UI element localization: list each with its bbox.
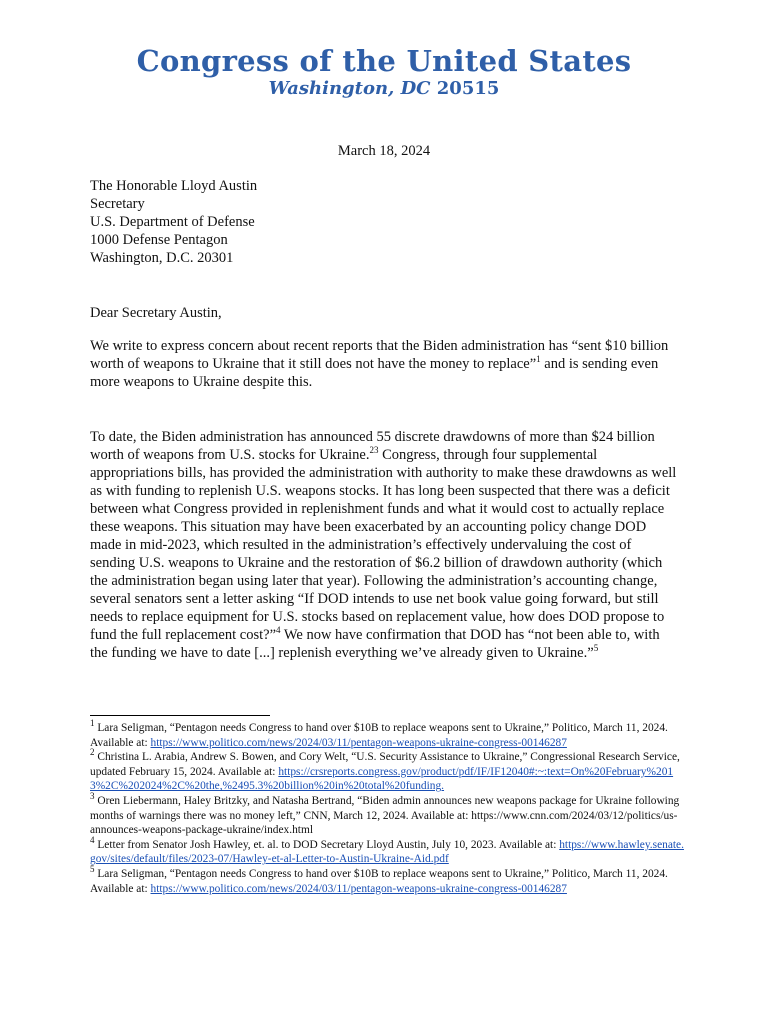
letter-date: March 18, 2024 [337, 143, 431, 159]
footnote-text: Christina L. Arabia, Andrew S. Bowen, and Cory Welt, “U.S. Security Assistance to Ukraine,” Congressional Research Service, updated February 15, 2024. Available at: [90, 751, 680, 778]
recipient-name: The Honorable Lloyd Austin [90, 178, 258, 194]
recipient-address [90, 177, 680, 267]
recipient-street: 1000 Defense Pentagon [90, 232, 228, 248]
footnote-link[interactable]: https://www.politico.com/news/2024/03/11/pentagon-weapons-ukraine-congress-00146287 [150, 882, 567, 895]
footnote-number: 5 [90, 864, 95, 875]
footnote-link[interactable]: https://www.hawley.senate.gov/sites/default/files/2023-07/Hawley-et-al-Letter-to-Austin-Ukraine-Aid.pdf [90, 838, 684, 866]
footnote-ref-5[interactable]: 5 [593, 643, 599, 654]
letterhead-zip: 20515 [436, 78, 500, 99]
footnote-number: 1 [90, 718, 95, 729]
recipient-city: Washington, D.C. 20301 [90, 250, 234, 266]
paragraph-1-text-b: and is sending even more weapons to Ukraine despite this. [90, 356, 659, 390]
paragraph-1-text-a: We write to express concern about recent reports that the Biden administration has “sent $10 billion worth of weapons to Ukraine that it still does not have the money to replace” [90, 338, 669, 372]
letterhead-subtitle [0, 78, 768, 100]
footnote-number: 3 [90, 791, 95, 802]
recipient-title: Secretary [90, 196, 145, 212]
footnote-5 [90, 864, 688, 896]
paragraph-2-text-a: To date, the Biden administration has announced 55 discrete drawdowns of more than $24 billion worth of weapons from U.S. stocks for Ukraine. [90, 429, 655, 463]
footnote-ref-4[interactable]: 4 [276, 625, 281, 636]
footnote-number: 2 [90, 747, 95, 758]
footnote-4 [90, 834, 688, 867]
footnote-3 [90, 791, 688, 838]
body-paragraph-2 [90, 428, 680, 662]
footnote-text: Lara Seligman, “Pentagon needs Congress to hand over $10B to replace weapons sent to Ukraine,” Politico, March 11, 2024. Available at: [90, 867, 668, 895]
letterhead-title: Congress of the United States [136, 44, 632, 78]
footnote-ref-1[interactable]: 1 [536, 354, 541, 365]
footnote-text: Lara Seligman, “Pentagon needs Congress to hand over $10B to replace weapons sent to Ukraine,” Politico, March 11, 2024. Available at: [90, 722, 668, 749]
body-paragraph-1 [90, 337, 680, 391]
letterhead [0, 44, 768, 100]
footnote-link[interactable]: https://www.politico.com/news/2024/03/11/pentagon-weapons-ukraine-congress-00146287 [150, 736, 567, 749]
recipient-department: U.S. Department of Defense [90, 214, 255, 230]
footnote-text: Letter from Senator Josh Hawley, et. al. to DOD Secretary Lloyd Austin, July 10, 2023. Available at: [94, 838, 560, 851]
footnote-link[interactable]: https://crsreports.congress.gov/product/pdf/IF/IF12040#:~:text=On%20February%2013%2C%202024%2C%20the,%2495.3%20billion%20in%20total%20funding. [90, 765, 674, 793]
paragraph-2-text-b: Congress, through four supplemental appropriations bills, has provided the administration with authority to make these drawdowns as well as with funding to replenish U.S. weapons stocks. It has long been suspected that there was a deficit between what Congress provided in replenishment funds and what it would cost to actually replace these weapons. This situation may have been exacerbated by an accounting policy change DOD made in mid-2023, which resulted in the administration’s effectively undervaluing the cost of sending U.S. weapons to Ukraine and the restoration of $6.2 billion of drawdown authority (which the administration began using later that year). Following the administration’s accounting change, several senators sent a letter asking “If DOD intends to use net book value going forward, but still needs to replace equipment for U.S. stocks based on replacement value, how does DOD propose to fund the full replacement cost?” [90, 447, 677, 643]
salutation: Dear Secretary Austin, [90, 305, 222, 321]
footnote-text: Oren Liebermann, Haley Britzky, and Natasha Bertrand, “Biden admin announces new weapons package for Ukraine following months of warnings there was no money left,” CNN, March 12, 2024. Available at: https://www.cnn.com/2024/03/12/politics/us-announces-weapons-package-ukraine/index.html [90, 794, 680, 837]
footnote-1 [90, 718, 688, 750]
paragraph-2-text-c: We now have confirmation that DOD has “not been able to, with the funding we have to date [...] replenish everything we’ve already given to Ukraine.” [90, 627, 660, 661]
footnote-2 [90, 747, 688, 794]
letterhead-city: Washington, DC [268, 78, 431, 99]
footnote-ref-2-3[interactable]: 23 [369, 445, 379, 456]
footnotes [90, 718, 688, 896]
footnote-number: 4 [90, 834, 95, 845]
footnote-divider [90, 715, 270, 716]
